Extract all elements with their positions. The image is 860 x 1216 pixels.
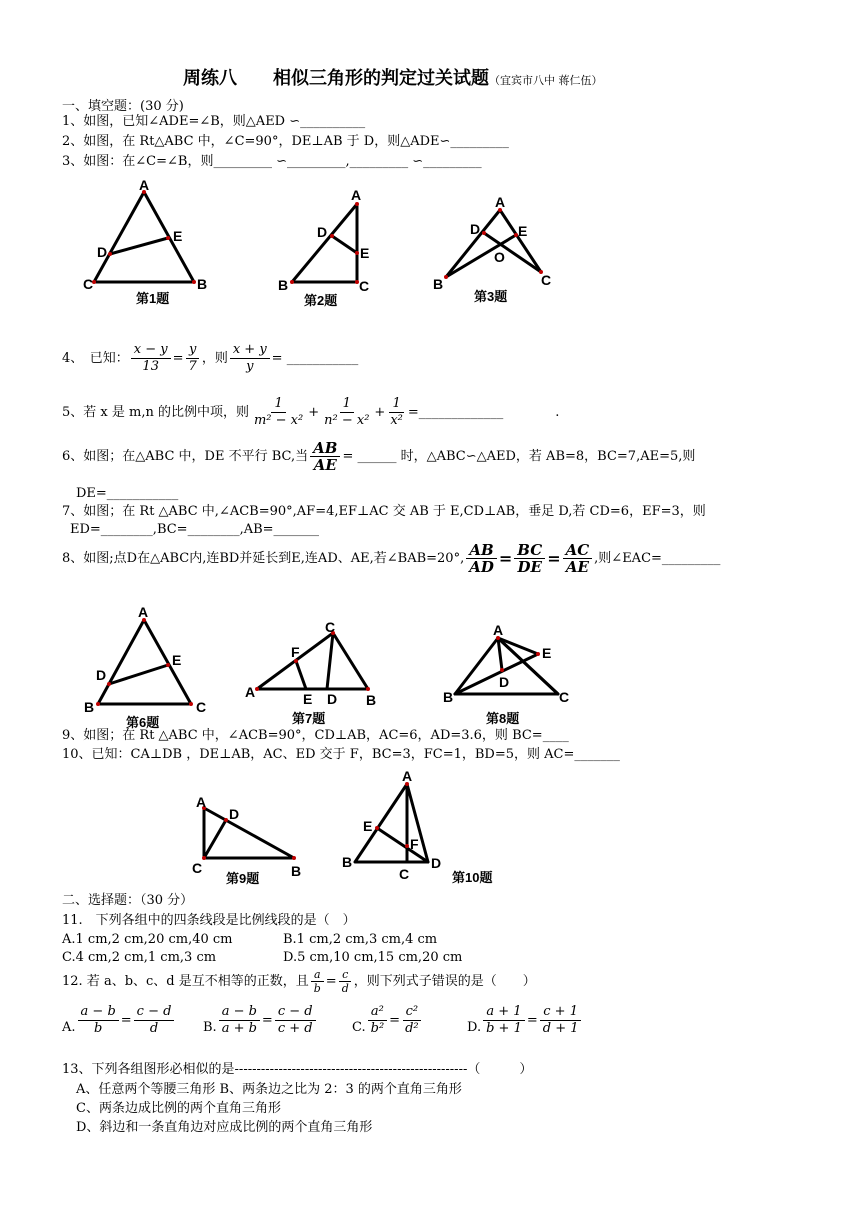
svg-text:A: A	[351, 187, 362, 203]
figure-10-caption: 第10题	[452, 870, 493, 885]
figure-7	[257, 633, 368, 689]
svg-text:D: D	[431, 855, 442, 871]
svg-text:E: E	[303, 691, 313, 707]
question-11-option-b: B.1 cm,2 cm,3 cm,4 cm	[283, 932, 438, 947]
svg-text:D: D	[96, 667, 107, 683]
svg-text:D: D	[470, 221, 481, 237]
question-12-option-b: B. $\frac{a - b}{a + b}$ = $\frac{c - d}{c + d}$	[203, 1004, 318, 1037]
svg-text:B: B	[433, 276, 444, 292]
svg-text:O: O	[494, 249, 505, 265]
svg-text:B: B	[366, 692, 377, 708]
svg-text:D: D	[317, 224, 328, 240]
svg-text:B: B	[278, 277, 289, 293]
svg-text:A: A	[139, 177, 150, 193]
section-2-heading: 二、选择题：（30 分）	[62, 893, 194, 908]
question-13: 13、下列各组图形必相似的是-----------------------------------------------------（ ）	[62, 1062, 533, 1077]
svg-text:A: A	[495, 194, 506, 210]
svg-text:A: A	[493, 622, 504, 638]
question-13-option-c: C、两条边成比例的两个直角三角形	[76, 1101, 281, 1116]
svg-text:B: B	[443, 689, 454, 705]
svg-text:C: C	[399, 866, 410, 882]
svg-text:C: C	[83, 276, 94, 292]
figure-1-caption: 第1题	[136, 291, 170, 306]
question-9: 9、如图；在 Rt △ABC 中，∠ACB=90°，CD⊥AB，AC=6，AD=3.6，则 BC=____	[62, 728, 569, 743]
question-11-option-c: C.4 cm,2 cm,1 cm,3 cm	[62, 950, 217, 965]
svg-text:D: D	[499, 674, 510, 690]
question-6: 6、如图；在△ABC 中，DE 不平行 BC,当 $\frac{AB}{AE}$ = ______ 时，△ABC∽△AED，若 AB=8，BC=7,AE=5,则	[62, 439, 696, 474]
author-note: （宜宾市八中 蒋仁伍）	[489, 74, 603, 87]
svg-text:E: E	[542, 645, 552, 661]
question-13-option-ab: A、任意两个等腰三角形 B、两条边之比为 2：3 的两个直角三角形	[76, 1082, 462, 1097]
svg-text:C: C	[325, 619, 336, 635]
svg-text:D: D	[229, 806, 240, 822]
question-11: 11. 下列各组中的四条线段是比例线段的是（ ）	[62, 913, 356, 928]
svg-text:C: C	[192, 860, 203, 876]
figure-8-caption: 第8题	[486, 711, 520, 726]
question-10: 10、已知：CA⊥DB ，DE⊥AB，AC、ED 交于 F，BC=3，FC=1，BD=5，则 AC=_______	[62, 747, 620, 762]
question-12-option-c: C. $\frac{\text{a²}}{\text{b²}}$ = $\frac{\text{c²}}{\text{d²}}$	[352, 1004, 424, 1037]
figure-2	[292, 204, 357, 282]
question-5: 5、若 x 是 m,n 的比例中项，则 $\frac{1}{\text{m² − x²}}$ + $\frac{1}{\text{n² − x²}}$ + $\frac{1}{\text{x²}}$ =_____________ .	[62, 396, 560, 428]
svg-text:E: E	[363, 818, 373, 834]
page-title: 周练八 相似三角形的判定过关试题（宜宾市八中 蒋仁伍）	[183, 68, 603, 89]
svg-text:F: F	[410, 836, 419, 852]
svg-text:E: E	[360, 245, 370, 261]
svg-text:B: B	[291, 863, 302, 879]
question-13-option-d: D、斜边和一条直角边对应成比例的两个直角三角形	[76, 1120, 373, 1135]
question-3: 3、如图：在∠C=∠B，则_________ ∽_________,_________ ∽_________	[62, 154, 482, 169]
svg-text:B: B	[342, 854, 353, 870]
question-7: 7、如图；在 Rt △ABC 中,∠ACB=90°,AF=4,EF⊥AC 交 AB 于 E,CD⊥AB，垂足 D,若 CD=6，EF=3，则	[62, 504, 706, 519]
figure-2-caption: 第2题	[304, 293, 338, 308]
svg-text:E: E	[518, 223, 528, 239]
question-11-option-d: D.5 cm,10 cm,15 cm,20 cm	[283, 950, 463, 965]
figure-9-caption: 第9题	[226, 871, 260, 886]
svg-text:D: D	[97, 244, 108, 260]
question-6-line-2: DE=___________	[76, 486, 179, 501]
svg-text:B: B	[197, 276, 208, 292]
svg-text:E: E	[172, 652, 182, 668]
question-12-option-d: D. $\frac{a + 1}{b + 1}$ = $\frac{c + 1}{d + 1}$	[467, 1004, 584, 1037]
question-7-line-2: ED=________,BC=________,AB=_______	[70, 522, 320, 537]
question-12: 12. 若 a、b、c、d 是互不相等的正数，且 $\frac{a}{b}$ = $\frac{c}{d}$ ，则下列式子错误的是（ ）	[62, 968, 536, 995]
question-4: 4、 已知： $\frac{x - y}{13}$ = $\frac{y}{7}$ ，则 $\frac{x + y}{y}$ = ___________	[62, 342, 359, 374]
svg-text:A: A	[138, 604, 149, 620]
figure-3-caption: 第3题	[474, 289, 508, 304]
question-11-option-a: A.1 cm,2 cm,20 cm,40 cm	[62, 932, 233, 947]
svg-text:A: A	[196, 794, 207, 810]
question-2: 2、如图，在 Rt△ABC 中，∠C=90°，DE⊥AB 于 D，则△ADE∽_________	[62, 134, 509, 149]
svg-text:A: A	[402, 768, 413, 784]
figure-6-caption: 第6题	[126, 715, 160, 730]
svg-text:C: C	[541, 272, 552, 288]
question-1: 1、如图，已知∠ADE=∠B，则△AED ∽__________	[62, 114, 366, 129]
svg-text:C: C	[359, 278, 370, 294]
figure-7-caption: 第7题	[292, 711, 326, 726]
question-12-option-a: A. $\frac{a - b}{b}$ = $\frac{c - d}{d}$	[62, 1004, 176, 1037]
svg-text:E: E	[173, 228, 183, 244]
svg-text:A: A	[245, 684, 256, 700]
svg-text:C: C	[559, 689, 570, 705]
svg-text:B: B	[84, 699, 95, 715]
question-8: 8、如图;点D在△ABC内,连BD并延长到E,连AD、AE,若∠BAB=20°, $\frac{AB}{AD}$ = $\frac{BC}{DE}$ = $\frac{AC}{AE}$ ,则∠EAC=_________	[62, 541, 721, 576]
svg-text:C: C	[196, 699, 207, 715]
svg-text:F: F	[291, 644, 300, 660]
figure-9	[204, 808, 294, 858]
section-1-heading: 一、填空题：(30 分)	[62, 99, 184, 114]
svg-text:D: D	[327, 691, 338, 707]
figure-3	[446, 210, 541, 277]
